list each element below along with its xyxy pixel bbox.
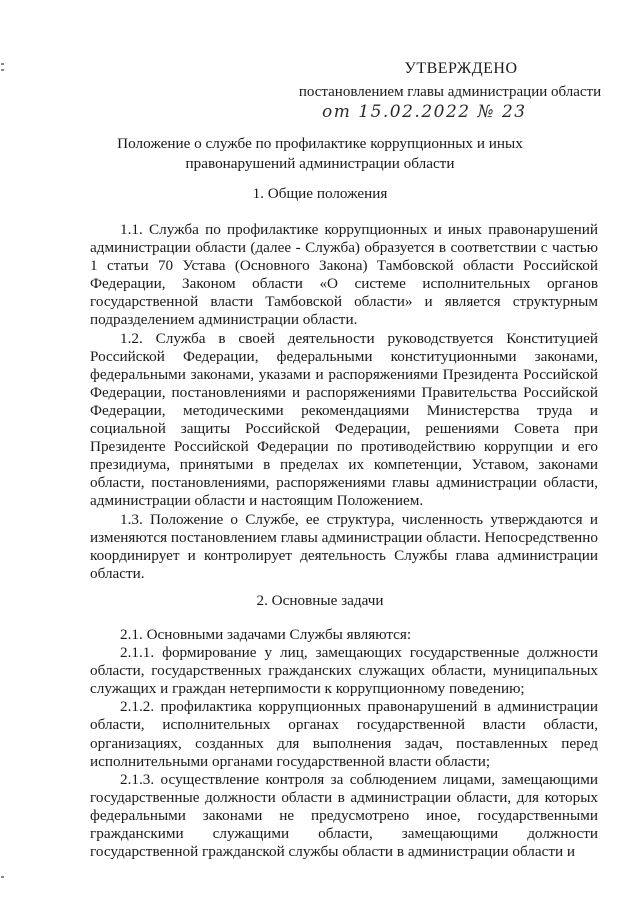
title-line: правонарушений администрации области <box>185 155 455 172</box>
section-1-body <box>90 221 598 583</box>
paragraph: 1.1. Служба по профилактике коррупционных и иных правонарушений администрации области (далее - Служба) образуется в соответствии с частью 1 статьи 70 Устава (Основного Закона) Тамбовской области Российской Федерации, Законом области «О системе исполнительных органов государственной власти Тамбовской области» и является структурным подразделением администрации области. <box>90 221 598 329</box>
approval-heading: УТВЕРЖДЕНО <box>404 60 518 77</box>
scan-edge-mark <box>1 69 4 71</box>
paragraph: 2.1. Основными задачами Службы являются: <box>120 626 412 643</box>
handwritten-date-number: от 15.02.2022 № 23 <box>322 102 527 122</box>
scan-edge-mark <box>1 63 4 65</box>
document-title <box>80 134 560 174</box>
paragraph: 2.1.1. формирование у лиц, замещающих государственные должности области, государственных гражданских служащих области, муниципальных служащих и граждан нетерпимости к коррупционному поведению; <box>90 644 598 698</box>
paragraph: 1.2. Служба в своей деятельности руководствуется Конституцией Российской Федерации, федеральными конституционными законами, федеральными законами, указами и распоряжениями Президента Российской Федерации, постановлениями и распоряжениями Правительства Российской Федерации, методическими рекомендациями Министерства труда и социальной защиты Российской Федерации, решениями Совета при Президенте Российской Федерации по противодействию коррупции и его президиума, принятыми в пределах их компетенции, Уставом, законами области, постановлениями, распоряжениями главы администрации области, администрации области и настоящим Положением. <box>90 329 598 510</box>
approval-stamp <box>290 60 610 122</box>
section-2-body <box>90 626 598 861</box>
paragraph: 2.1.3. осуществление контроля за соблюдением лицами, замещающими государственные должности области в администрации области, для которых федеральными законами не предусмотрено иное, государственными гражданскими служащими области, замещающими должности государственной гражданской службы области в администрации области и <box>90 770 598 861</box>
scan-edge-mark <box>1 876 4 878</box>
approval-subtitle: постановлением главы администрации области <box>298 84 602 100</box>
section-heading-tasks: 2. Основные задачи <box>256 592 384 609</box>
paragraph: 2.1.2. профилактика коррупционных правонарушений в администрации области, исполнительных органах государственной власти области, организациях, созданных для выполнения задач, поставленных перед исполнительными органами государственной власти области; <box>90 698 598 770</box>
paragraph: 1.3. Положение о Службе, ее структура, численность утверждаются и изменяются постановлением главы администрации области. Непосредственно координирует и контролирует деятельность Службы глава администрации области. <box>90 510 599 582</box>
section-heading-general: 1. Общие положения <box>252 185 388 202</box>
title-line: Положение о службе по профилактике коррупционных и иных <box>117 135 523 152</box>
